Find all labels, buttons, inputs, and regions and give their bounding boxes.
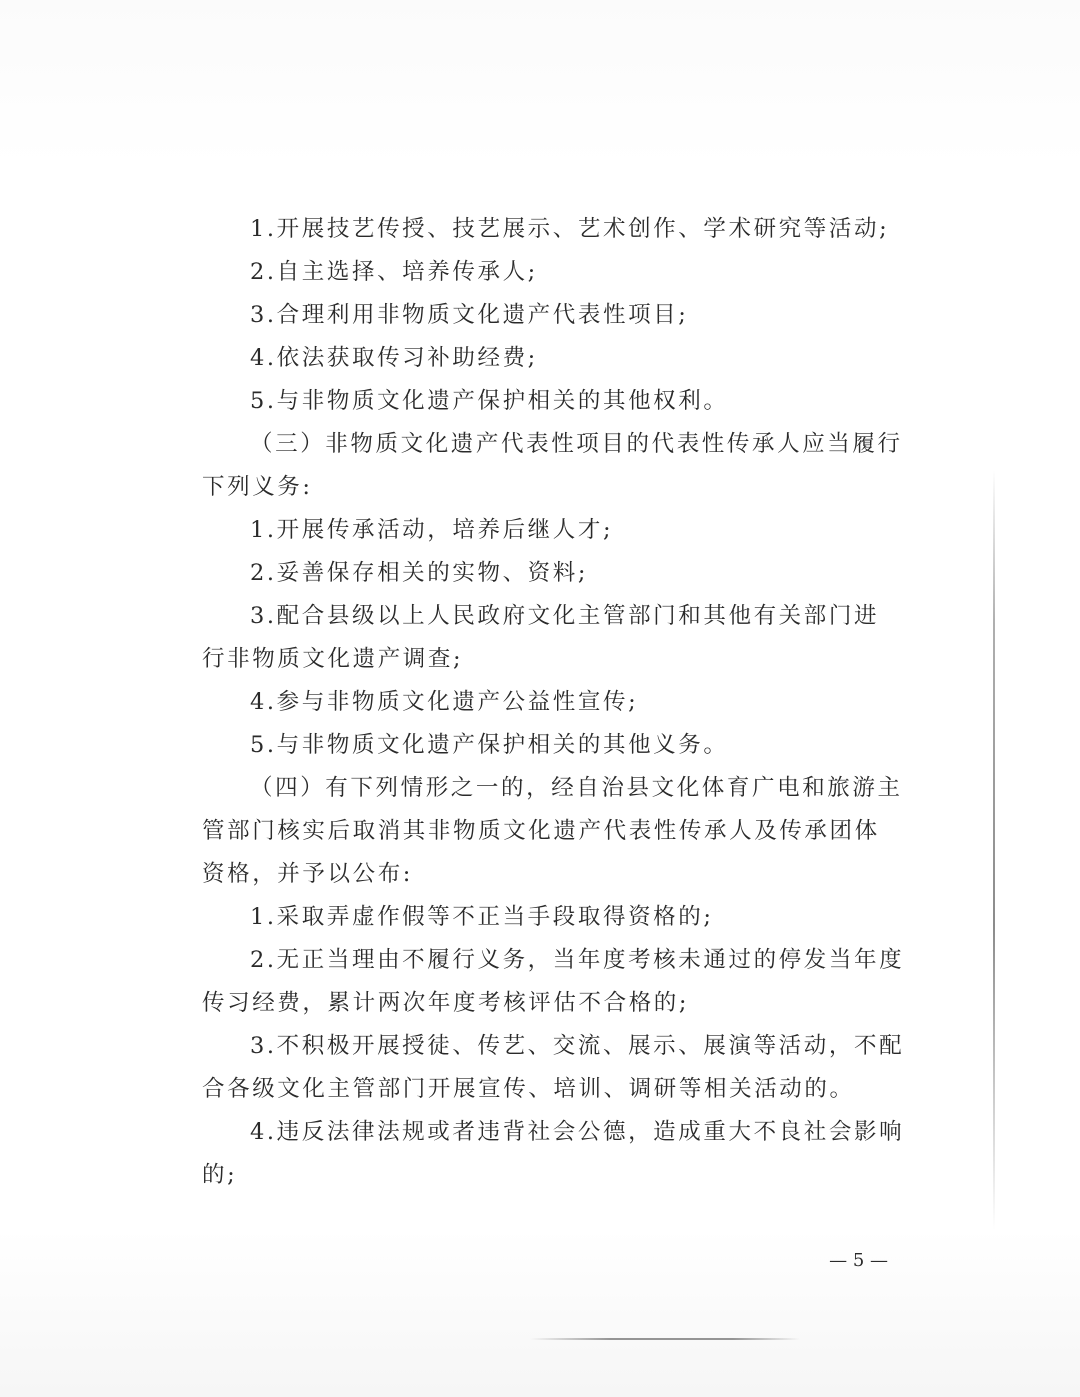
- text-line: 2.无正当理由不履行义务，当年度考核未通过的停发当年度: [250, 947, 905, 973]
- text-line: 5.与非物质文化遗产保护相关的其他权利。: [250, 388, 729, 414]
- text-line: 行非物质文化遗产调查;: [202, 646, 464, 672]
- section-heading-line: （三）非物质文化遗产代表性项目的代表性传承人应当履行: [250, 431, 903, 457]
- text-line: 2.自主选择、培养传承人;: [250, 259, 538, 285]
- text-line: 合各级文化主管部门开展宣传、培训、调研等相关活动的。: [202, 1076, 855, 1102]
- section-heading-line: （四）有下列情形之一的，经自治县文化体育广电和旅游主: [250, 775, 903, 801]
- text-line: 3.不积极开展授徒、传艺、交流、展示、展演等活动，不配: [250, 1033, 905, 1059]
- text-line: 3.配合县级以上人民政府文化主管部门和其他有关部门进: [250, 603, 880, 629]
- text-line: 传习经费，累计两次年度考核评估不合格的;: [202, 990, 690, 1016]
- text-line: 4.依法获取传习补助经费;: [250, 345, 538, 371]
- text-line: 1.采取弄虚作假等不正当手段取得资格的;: [250, 904, 714, 930]
- document-body: [202, 208, 905, 1197]
- text-line: 1.开展传承活动，培养后继人才;: [250, 517, 614, 543]
- text-line: 2.妥善保存相关的实物、资料;: [250, 560, 589, 586]
- text-line: 管部门核实后取消其非物质文化遗产代表性传承人及传承团体: [202, 818, 880, 844]
- page-number: — 5 —: [829, 1250, 888, 1271]
- text-line: 下列义务:: [202, 474, 313, 500]
- text-line: 4.违反法律法规或者违背社会公德，造成重大不良社会影响: [250, 1119, 905, 1145]
- text-line: 3.合理利用非物质文化遗产代表性项目;: [250, 302, 689, 328]
- text-line: 4.参与非物质文化遗产公益性宣传;: [250, 689, 639, 715]
- text-line: 5.与非物质文化遗产保护相关的其他义务。: [250, 732, 729, 758]
- text-line: 的;: [202, 1162, 238, 1188]
- page-edge-shadow-right: [993, 470, 995, 1230]
- page-edge-shadow-bottom: [530, 1338, 800, 1340]
- text-line: 1.开展技艺传授、技艺展示、艺术创作、学术研究等活动;: [250, 216, 890, 242]
- text-line: 资格，并予以公布:: [202, 861, 413, 887]
